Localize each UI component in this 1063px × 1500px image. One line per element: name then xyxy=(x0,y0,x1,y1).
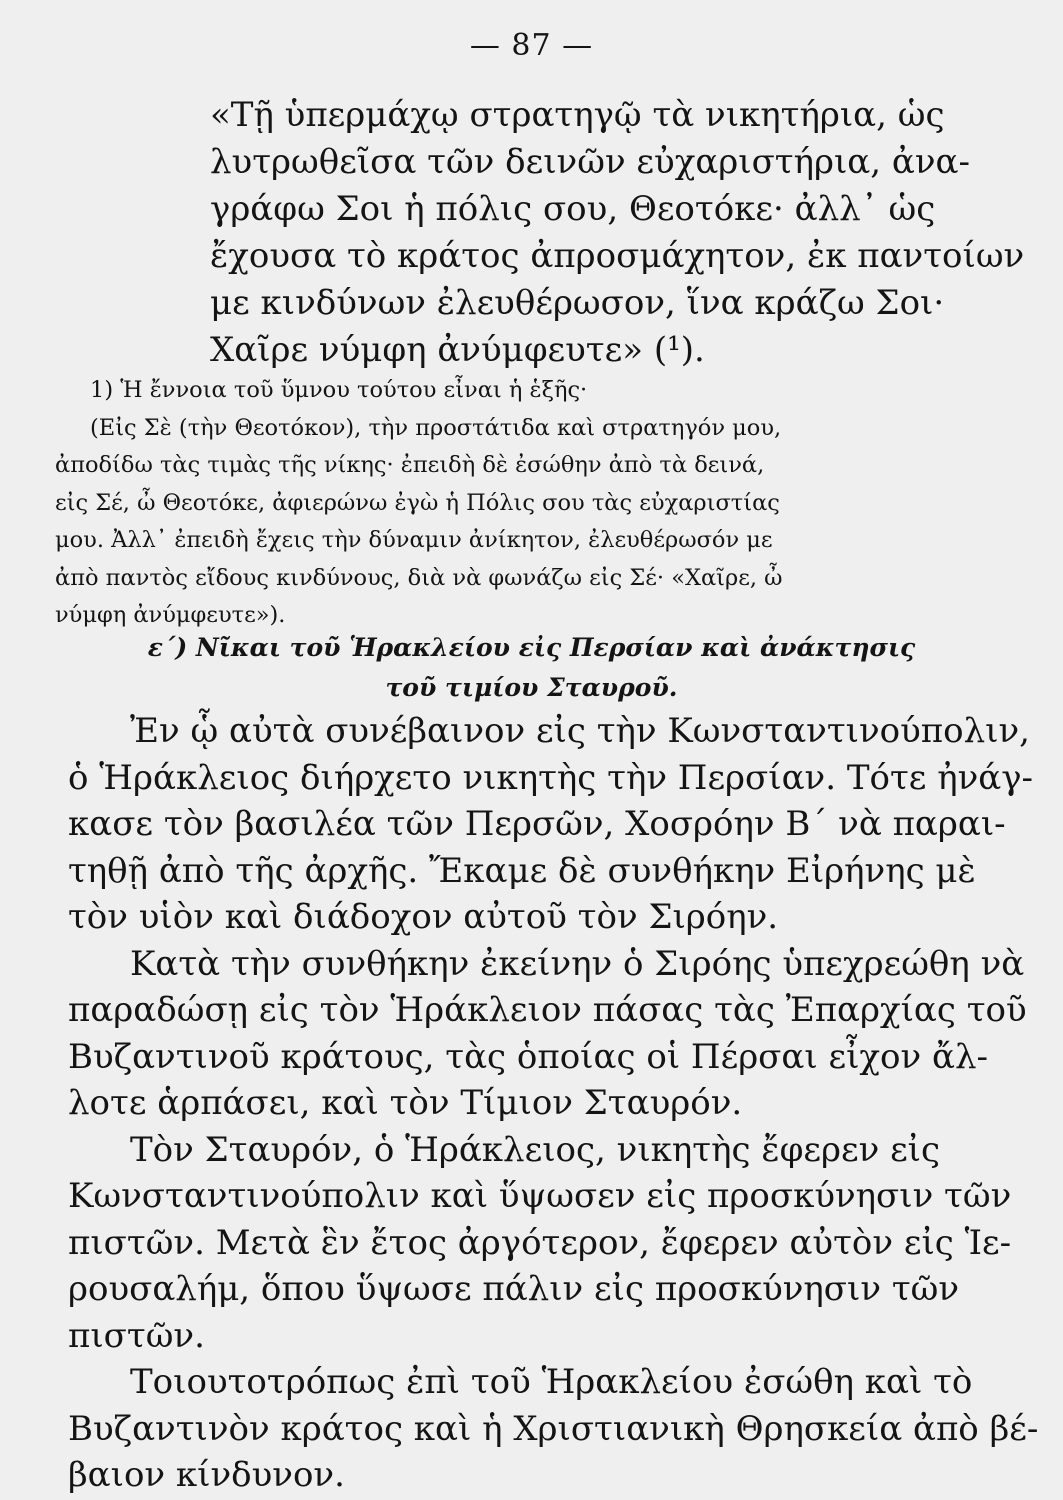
text-line: ρουσαλήμ, ὅπου ὕψωσε πάλιν εἰς προσκύνησιν τῶν xyxy=(68,1269,960,1309)
footnote-line: ἀποδίδω τὰς τιμὰς τῆς νίκης· ἐπειδὴ δὲ ἐσώθην ἀπὸ τὰ δεινά, xyxy=(55,452,765,478)
footnote-line: (Εἰς Σὲ (τὴν Θεοτόκον), τὴν προστάτιδα καὶ στρατηγόν μου, xyxy=(90,414,782,441)
text-line: Βυζαντινὸν κράτος καὶ ἡ Χριστιανικὴ Θρησκεία ἀπὸ βέ- xyxy=(68,1408,1039,1449)
paragraph xyxy=(68,1127,1012,1360)
hymn-quote xyxy=(210,92,1025,374)
hymn-line: λυτρωθεῖσα τῶν δεινῶν εὐχαριστήρια, ἀνα- xyxy=(210,142,970,182)
hymn-line: «Τῇ ὑπερμάχῳ στρατηγῷ τὰ νικητήρια, ὡς xyxy=(210,95,945,135)
section-heading-line: τοῦ τιμίου Σταυροῦ. xyxy=(385,673,678,702)
hymn-line: ἔχουσα τὸ κράτος ἀπροσμάχητον, ἐκ παντοίων xyxy=(210,236,1025,276)
text-line: τὸν υἱὸν καὶ διάδοχον αὐτοῦ τὸν Σιρόην. xyxy=(68,897,779,937)
paragraph xyxy=(68,1359,1039,1499)
section-heading xyxy=(0,628,1063,708)
text-line: Ἐν ᾧ αὐτὰ συνέβαινον εἰς τὴν Κωνσταντινούπολιν, xyxy=(130,711,1030,751)
text-line: ὁ Ἡράκλειος διήρχετο νικητὴς τὴν Περσίαν. Τότε ἠνάγ- xyxy=(68,757,1034,798)
text-line: Τοιουτοτρόπως ἐπὶ τοῦ Ἡρακλείου ἐσώθη καὶ τὸ xyxy=(130,1362,973,1402)
text-line: πιστῶν. Μετὰ ἓν ἔτος ἀργότερον, ἔφερεν αὐτὸν εἰς Ἱε- xyxy=(68,1222,1012,1263)
page-number: — 87 — xyxy=(469,28,594,63)
text-line: Βυζαντινοῦ κράτους, τὰς ὁποίας οἱ Πέρσαι εἶχον ἄλ- xyxy=(68,1036,988,1077)
text-line: πιστῶν. xyxy=(68,1315,205,1356)
hymn-line: γράφω Σοι ἡ πόλις σου, Θεοτόκε· ἀλλ᾽ ὡς xyxy=(210,189,936,229)
text-line: βαιον κίνδυνον. xyxy=(68,1455,345,1495)
footnote-line: 1) Ἡ ἔννοια τοῦ ὕμνου τούτου εἶναι ἡ ἑξῆς· xyxy=(90,377,588,403)
text-line: λοτε ἁρπάσει, καὶ τὸν Τίμιον Σταυρόν. xyxy=(68,1083,743,1123)
hymn-line: Χαῖρε νύμφη ἀνύμφευτε» (¹). xyxy=(210,330,705,370)
hymn-line: με κινδύνων ἐλευθέρωσον, ἵνα κράζω Σοι· xyxy=(210,283,945,323)
footnote-line: ἀπὸ παντὸς εἴδους κινδύνους, διὰ νὰ φωνάζω εἰς Σέ· «Χαῖρε, ὦ xyxy=(55,564,783,591)
paragraph xyxy=(68,708,1034,941)
text-line: Κωνσταντινούπολιν καὶ ὕψωσεν εἰς προσκύνησιν τῶν xyxy=(68,1176,1012,1216)
paragraph xyxy=(68,941,1027,1127)
section-heading-line: ε΄) Νῖκαι τοῦ Ἡρακλείου εἰς Περσίαν καὶ ἀνάκτησις xyxy=(147,633,916,662)
footnote xyxy=(55,372,975,635)
text-line: κασε τὸν βασιλέα τῶν Περσῶν, Χοσρόην Β΄ νὰ παραι- xyxy=(68,804,1006,844)
text-line: παραδώσῃ εἰς τὸν Ἡράκλειον πάσας τὰς Ἐπαρχίας τοῦ xyxy=(68,990,1027,1030)
text-line: Τὸν Σταυρόν, ὁ Ἡράκλειος, νικητὴς ἔφερεν εἰς xyxy=(130,1129,941,1170)
footnote-line: εἰς Σέ, ὦ Θεοτόκε, ἀφιερώνω ἐγὼ ἡ Πόλις σου τὰς εὐχαριστίας xyxy=(55,489,780,516)
body-text xyxy=(68,708,1039,1499)
footnote-line: μου. Ἀλλ᾽ ἐπειδὴ ἔχεις τὴν δύναμιν ἀνίκητον, ἐλευθέρωσόν με xyxy=(55,527,773,553)
text-line: τηθῇ ἀπὸ τῆς ἀρχῆς. Ἔκαμε δὲ συνθήκην Εἰρήνης μὲ xyxy=(68,850,976,891)
footnote-line: νύμφη ἀνύμφευτε»). xyxy=(55,602,286,628)
text-line: Κατὰ τὴν συνθήκην ἐκείνην ὁ Σιρόης ὑπεχρεώθη νὰ xyxy=(130,943,1025,984)
